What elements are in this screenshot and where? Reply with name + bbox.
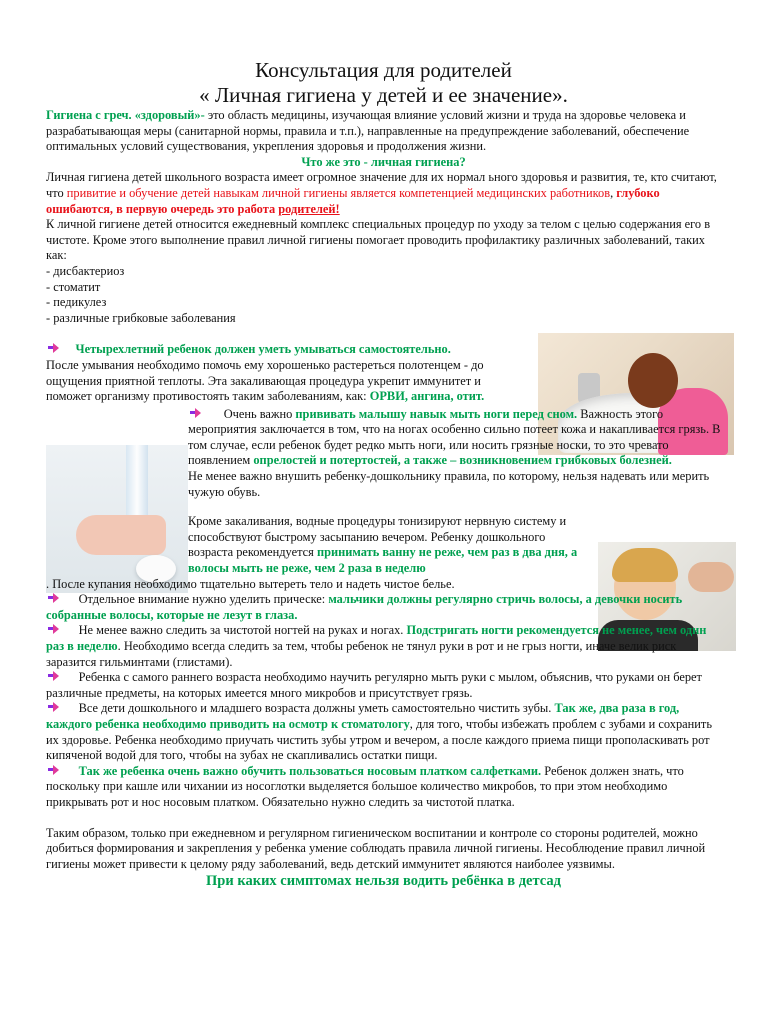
bullet-nails: Не менее важно следить за чистотой ногтей на руках и ногах. Подстригать ногти рекомендуется не менее, чем один раз в неделю. Необходимо всегда следить за тем, чтобы ребенок не тянул руки в рот и не грыз ногти, иначе велик риск заразится гильминтами (глистами). bbox=[46, 623, 707, 669]
intro-paragraph: Гигиена с греч. «здоровый»- это область медицины, изучающая влияние условий жизни и труда на здоровье человека и разрабатывающая меры (санитарной нормы, правила и т.п.), направленные на предупреждение заболеваний, обеспечение оптимальных условий существования, укрепления здоровья и продолжения жизни. bbox=[46, 108, 690, 154]
arrow-bullet-icon bbox=[46, 701, 60, 713]
bullet-washing: Четырехлетний ребенок должен уметь умываться самостоятельно. После умывания необходимо помочь ему хорошенько растереться полотенцем - до ощущения приятной теплоты. Эта закаливающая процедура укрепит иммунитет и поможет организму противостоять таким заболеваниям, как: ОРВИ, ангина, отит. bbox=[46, 342, 485, 404]
arrow-bullet-icon bbox=[46, 592, 60, 604]
bullet-hands: Ребенка с самого раннего возраста необходимо научить регулярно мыть руки с мылом, объяснив, что руками он берет различные предметы, на которых имеется много микробов и присутствует грязь. bbox=[46, 670, 702, 700]
bullet-hair: Отдельное внимание нужно уделить прическе: мальчики должны регулярно стричь волосы, а девочки носить собранные волосы, которые не лезут в глаза. bbox=[46, 592, 683, 622]
page-title: Консультация для родителей « Личная гигиена у детей и ее значение». bbox=[199, 58, 568, 107]
paragraph-2: К личной гигиене детей относится ежедневный комплекс специальных процедур по уходу за телом с целью содержания его в чистоте. Кроме этого выполнение правил личной гигиены помогает проводить профилактику различных заболеваний, таких как: bbox=[46, 217, 711, 263]
arrow-bullet-icon bbox=[46, 670, 60, 682]
document-body bbox=[46, 58, 721, 890]
arrow-bullet-icon bbox=[46, 764, 60, 776]
paragraph-bathing-end: . После купания необходимо тщательно вытереть тело и надеть чистое белье. bbox=[46, 576, 455, 591]
bullet-teeth: Все дети дошкольного и младшего возраста должны уметь самостоятельно чистить зубы. Так же, два раза в год, каждого ребенка необходимо приводить на осмотр к стоматологу, для того, чтобы избежать проблем с зубами и сохранить их здоровье. Ребенка необходимо приучать чистить зубы утром и вечером, а после каждого приема пищи прополаскивать рот кипяченой водой для того, чтобы на зубах не скапливались остатки пищи. bbox=[46, 701, 712, 763]
arrow-bullet-icon bbox=[46, 342, 60, 354]
bullet-handkerchief: Так же ребенка очень важно обучить пользоваться носовым платком салфетками. Ребенок должен знать, что поскольку при кашле или чихании из носоглотки выделяется большое количество микробов, то при этом необходимо прикрывать рот и нос носовым платком. Обязательно нужно следить за чистотой платка. bbox=[46, 763, 684, 809]
conclusion-paragraph: Таким образом, только при ежедневном и регулярном гигиеническом воспитании и контроле со стороны родителей, можно добиться формирования и закрепления у ребенка умение соблюдать правила личной гигиены. Несоблюдение правил личной гигиены может привести к целому ряду заболеваний, ведь детский иммунитет являются наиболее уязвимы. bbox=[46, 825, 706, 871]
disease-list bbox=[46, 264, 721, 326]
final-heading: При каких симптомах нельзя водить ребёнка в детсад bbox=[206, 873, 561, 890]
list-item: - педикулез bbox=[46, 295, 107, 310]
bullet-feet: Очень важно прививать малышу навык мыть ноги перед сном. Важность этого мероприятия заключается в том, что на ногах особенно сильно потеет кожа и накапливается грязь. В том случае, если ребенок будет редко мыть ноги, или носить грязные носки, то это чревато появлением опрелостей и потертостей, а также – возникновением грибковых болезней. Не менее важно внушить ребенку-дошкольнику правила, по которому, нельзя надевать или мерить чужую обувь. bbox=[188, 406, 721, 499]
list-item: - дисбактериоз bbox=[46, 263, 125, 278]
arrow-bullet-icon bbox=[188, 407, 202, 419]
section-heading: Что же это - личная гигиена? bbox=[301, 154, 466, 169]
paragraph-bathing: Кроме закаливания, водные процедуры тонизируют нервную систему и способствуют быстрому засыпанию вечером. Ребенку дошкольного возраста рекомендуется принимать ванну не реже, чем раз в два дня, а волосы мыть не реже, чем 2 раза в неделю bbox=[188, 514, 578, 576]
arrow-bullet-icon bbox=[46, 623, 60, 635]
list-item: - различные грибковые заболевания bbox=[46, 310, 236, 325]
list-item: - стоматит bbox=[46, 279, 101, 294]
paragraph-1: Личная гигиена детей школьного возраста имеет огромное значение для их нормал ьного здоровья и развития, те, кто считают, что привитие и обучение детей навыкам личной гигиены является компетенцией медицинских работников, глубоко ошибаются, в первую очередь это работа родителей! bbox=[46, 170, 717, 216]
